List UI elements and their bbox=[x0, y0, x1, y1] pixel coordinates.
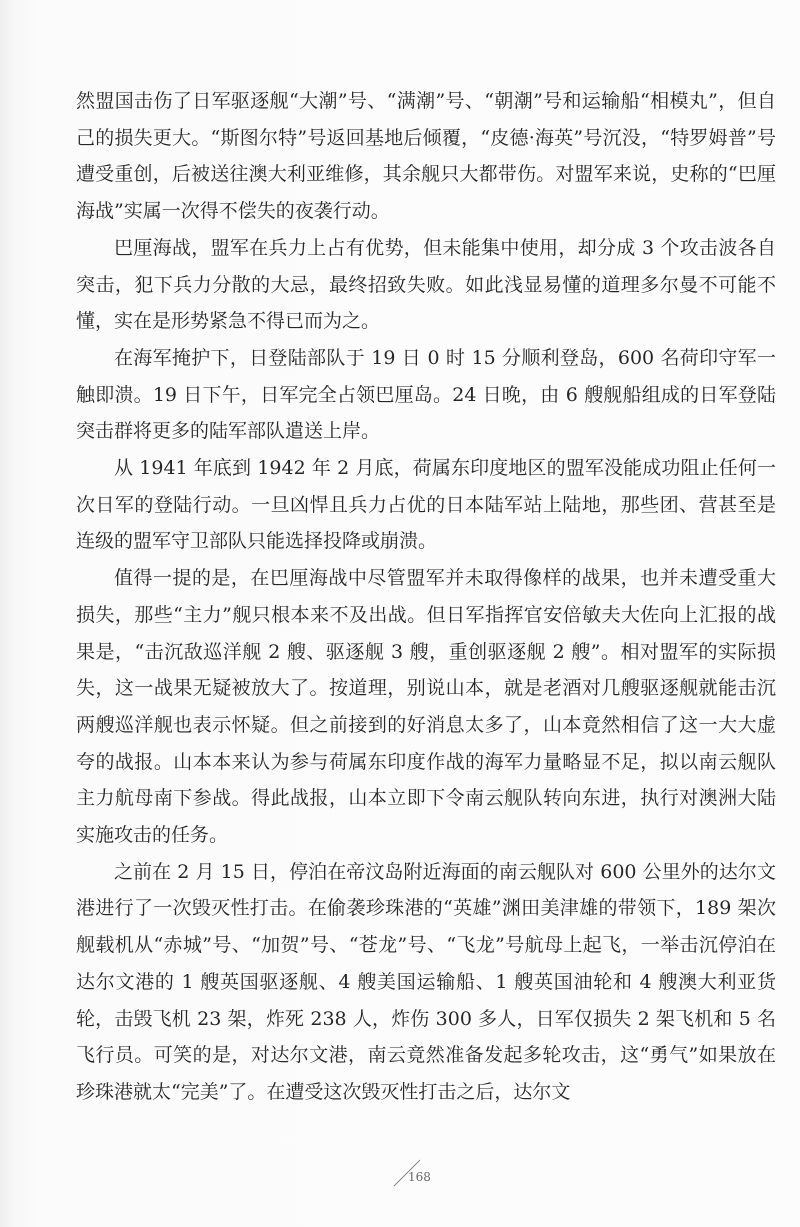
paragraph-3: 在海军掩护下，日登陆部队于 19 日 0 时 15 分顺利登岛，600 名荷印守军一触即溃。19 日下午，日军完全占领巴厘岛。24 日晚，由 6 艘舰船组成的日军登陆突击群将更多的陆军部队遣送上岸。 bbox=[76, 346, 776, 443]
page-number: 168 bbox=[408, 1170, 431, 1184]
paragraph-1: 然盟国击伤了日军驱逐舰“大潮”号、“满潮”号、“朝潮”号和运输船“相模丸”，但自己的损失更大。“斯图尔特”号返回基地后倾覆，“皮德·海英”号沉没，“特罗姆普”号遭受重创，后被送往澳大利亚维修，其余舰只大都带伤。对盟军来说，史称的“巴厘海战”实属一次得不偿失的夜袭行动。 bbox=[76, 90, 776, 223]
paragraph-2: 巴厘海战，盟军在兵力上占有优势，但未能集中使用，却分成 3 个攻击波各自突击，犯下兵力分散的大忌，最终招致失败。如此浅显易懂的道理多尔曼不可能不懂，实在是形势紧急不得已而为之。 bbox=[76, 236, 776, 333]
body-text bbox=[76, 83, 776, 1111]
paragraph-4: 从 1941 年底到 1942 年 2 月底，荷属东印度地区的盟军没能成功阻止任何一次日军的登陆行动。一旦凶悍且兵力占优的日本陆军站上陆地，那些团、营甚至是连级的盟军守卫部队只能选择投降或崩溃。 bbox=[76, 457, 776, 553]
paragraph-6: 之前在 2 月 15 日，停泊在帝汶岛附近海面的南云舰队对 600 公里外的达尔文港进行了一次毁灭性打击。在偷袭珍珠港的“英雄”渊田美津雄的带领下，189 架次舰载机从“赤城”号、“加贺”号、“苍龙”号、“飞龙”号航母上起飞，一举击沉停泊在达尔文港的 1 艘英国驱逐舰、4 艘美国运输船、1 艘英国油轮和 4 艘澳大利亚货轮，击毁飞机 23 架，炸死 238 人，炸伤 300 多人，日军仅损失 2 架飞机和 5 名飞行员。可笑的是，对达尔文港，南云竟然准备发起多轮攻击，这“勇气”如果放在珍珠港就太“完美”了。在遭受这次毁灭性打击之后，达尔文 bbox=[76, 860, 776, 1103]
paragraph-5: 值得一提的是，在巴厘海战中尽管盟军并未取得像样的战果，也并未遭受重大损失，那些“主力”舰只根本来不及出战。但日军指挥官安倍敏夫大佐向上汇报的战果是，“击沉敌巡洋舰 2 艘、驱逐舰 3 艘，重创驱逐舰 2 艘”。相对盟军的实际损失，这一战果无疑被放大了。按道理，别说山本，就是老酒对几艘驱逐舰就能击沉两艘巡洋舰也表示怀疑。但之前接到的好消息太多了，山本竟然相信了这一大大虚夸的战报。山本本来认为参与荷属东印度作战的海军力量略显不足，拟以南云舰队主力航母南下参战。得此战报，山本立即下令南云舰队转向东进，执行对澳洲大陆实施攻击的任务。 bbox=[76, 567, 776, 847]
